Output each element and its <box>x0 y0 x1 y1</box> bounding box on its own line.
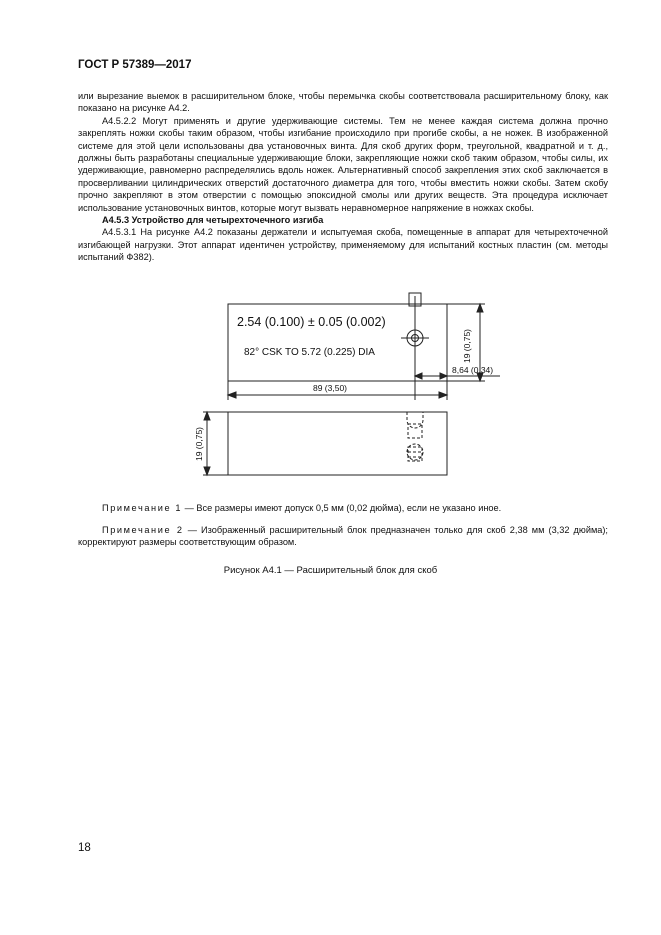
page-number: 18 <box>78 842 91 854</box>
block-side-view <box>228 412 447 475</box>
paragraph-a4-5-3-1: А4.5.3.1 На рисунке А4.2 показаны держатели и испытуемая скоба, помещенные в аппарат для четырехточечной изгибающей нагрузки. Этот аппарат идентичен устройству, применяемому для испытаний костных пластин (см. методы испытаний Ф382). <box>78 227 608 263</box>
document-header: ГОСТ Р 57389—2017 <box>78 59 192 71</box>
note-2-label: Примечание 2 <box>102 525 184 535</box>
countersink-label: 82° CSK TO 5.72 (0.225) DIA <box>244 347 375 358</box>
section-heading-a4-5-3: А4.5.3 Устройство для четырехточечного изгиба <box>102 215 324 226</box>
side-height-dimension-label: 19 (0,75) <box>194 426 204 462</box>
note-1 <box>78 502 608 514</box>
offset-dimension-label: 8,64 (0,34) <box>452 365 494 375</box>
hole-diameter-label: 2.54 (0.100) ± 0.05 (0.002) <box>237 315 386 329</box>
width-dimension-label: 89 (3,50) <box>312 383 348 393</box>
note-2 <box>78 524 608 549</box>
note-1-text: — Все размеры имеют допуск 0,5 мм (0,02 дюйма), если не указано иное. <box>184 503 502 513</box>
height-dimension-label: 19 (0,75) <box>462 328 472 364</box>
figure-caption: Рисунок А4.1 — Расширительный блок для скоб <box>223 565 438 576</box>
note-2-text: — Изображенный расширительный блок предназначен только для скоб 2,38 мм (3,32 дюйма); корректируют размеры соответствующим образом. <box>78 525 608 548</box>
note-1-label: Примечание 1 <box>102 503 183 513</box>
paragraph-a4-5-2-2: А4.5.2.2 Могут применять и другие удерживающие системы. Тем не менее каждая система должна прочно закреплять ножки скобы таким образом, чтобы изгибание происходило при прогибе скобы, а не ножек. В изображенной системе для этой цели использованы два установочных винта. Для скоб других форм, треугольной, квадратной и т. д., должны быть разработаны специальные удерживающие блоки, закрепляющие ножки скоб таким образом, чтобы силы, их удерживающие, равномерно распределялись вдоль ножек. Альтернативный способ закрепления этих скоб заключается в просверливании цилиндрических отверстий достаточного диаметра для того, чтобы вместить ножки скобы. Затем скобу прочно закрепляют в этом отверстии с помощью эпоксидной смолы или других веществ. Эта процедура исключает использование установочных винтов, которые могут вызвать неравномерное напряжение в ножках скобы. <box>78 115 608 213</box>
paragraph-continuation: или вырезание выемок в расширительном блоке, чтобы перемычка скобы соответствовала расширительному блоку, как показано на рисунке А4.2. <box>78 91 608 114</box>
